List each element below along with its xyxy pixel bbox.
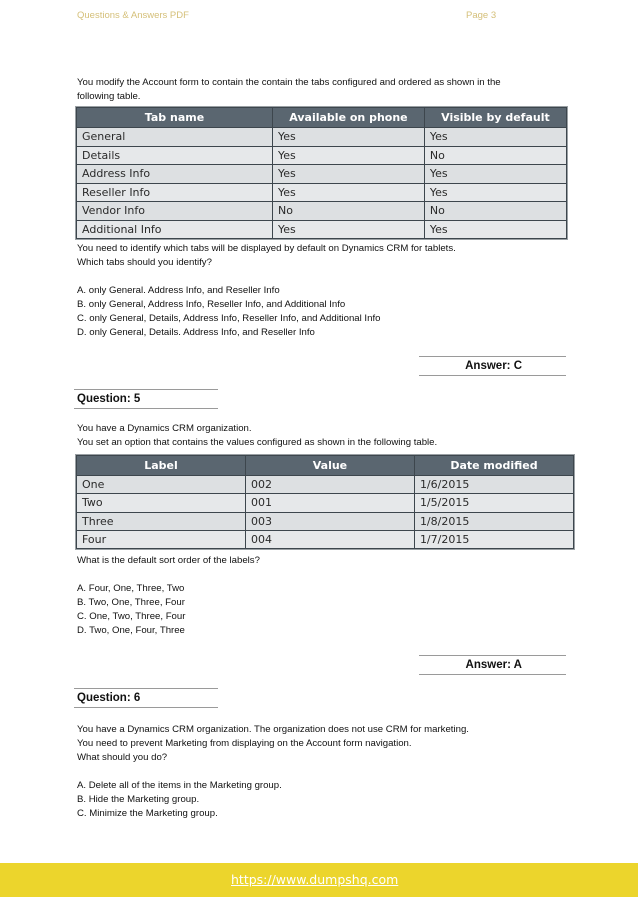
table-cell: 001 — [245, 494, 414, 512]
q4-intro-line-2: following table. — [77, 91, 141, 102]
table-cell: Yes — [273, 183, 425, 202]
q4-answer: Answer: C — [465, 360, 522, 372]
q6-header — [74, 688, 218, 708]
q5-option-b: B. Two, One, Three, Four — [77, 597, 185, 608]
table-header: Available on phone — [273, 108, 425, 128]
q5-intro-line-2: You set an option that contains the values configured as shown in the following table. — [77, 437, 438, 448]
q4-answer-box — [419, 356, 566, 376]
table-row — [77, 128, 567, 147]
table-row — [77, 202, 567, 221]
table-cell: Two — [77, 494, 246, 512]
table-row — [77, 165, 567, 184]
header-page-number: Page 3 — [466, 10, 497, 21]
q4-question-line-1: You need to identify which tabs will be displayed by default on Dynamics CRM for tablets. — [77, 243, 456, 254]
table-cell: General — [77, 128, 273, 147]
table-row — [77, 512, 574, 530]
q5-option-d: D. Two, One, Four, Three — [77, 625, 185, 636]
table-cell: Vendor Info — [77, 202, 273, 221]
table-cell: Yes — [424, 165, 566, 184]
table-header: Tab name — [77, 108, 273, 128]
q5-header — [74, 389, 218, 409]
q4-option-d: D. only General, Details. Address Info, and Reseller Info — [77, 327, 315, 338]
table-cell: 1/8/2015 — [414, 512, 573, 530]
q5-option-a: A. Four, One, Three, Two — [77, 583, 185, 594]
table-cell: No — [424, 146, 566, 165]
q6-intro-line-1: You have a Dynamics CRM organization. The organization does not use CRM for marketing. — [77, 724, 469, 735]
q4-intro-line-1: You modify the Account form to contain the contain the tabs configured and ordered as shown in the — [77, 77, 501, 88]
q6-option-a: A. Delete all of the items in the Marketing group. — [77, 780, 282, 791]
footer-link[interactable]: https://www.dumpshq.com — [231, 872, 399, 887]
q6-title: Question: 6 — [77, 692, 141, 704]
table-cell: Three — [77, 512, 246, 530]
table-header: Date modified — [414, 456, 573, 476]
table-header: Visible by default — [424, 108, 566, 128]
table-row — [77, 146, 567, 165]
table-cell: Yes — [273, 165, 425, 184]
table-cell: Details — [77, 146, 273, 165]
q6-intro-line-2: You need to prevent Marketing from displaying on the Account form navigation. — [77, 738, 412, 749]
q5-intro-line-1: You have a Dynamics CRM organization. — [77, 423, 252, 434]
table-row — [77, 220, 567, 239]
q4-tabs-table — [75, 106, 568, 240]
table-cell: One — [77, 476, 246, 494]
table-row — [77, 476, 574, 494]
table-cell: Additional Info — [77, 220, 273, 239]
table-cell: No — [424, 202, 566, 221]
table-cell: 1/6/2015 — [414, 476, 573, 494]
table-cell: Yes — [424, 128, 566, 147]
header-title: Questions & Answers PDF — [77, 10, 189, 21]
q4-question-line-2: Which tabs should you identify? — [77, 257, 212, 268]
table-row — [77, 183, 567, 202]
table-cell: 003 — [245, 512, 414, 530]
table-cell: 004 — [245, 530, 414, 548]
q6-option-c: C. Minimize the Marketing group. — [77, 808, 218, 819]
table-cell: 1/5/2015 — [414, 494, 573, 512]
table-row — [77, 494, 574, 512]
table-cell: Yes — [273, 146, 425, 165]
footer-bar — [0, 863, 638, 897]
table-cell: Four — [77, 530, 246, 548]
table-cell: 1/7/2015 — [414, 530, 573, 548]
q5-answer-box — [419, 655, 566, 675]
q5-title: Question: 5 — [77, 393, 141, 405]
table-cell: Yes — [273, 128, 425, 147]
q5-option-table — [75, 454, 575, 550]
table-cell: 002 — [245, 476, 414, 494]
q4-option-c: C. only General, Details, Address Info, Reseller Info, and Additional Info — [77, 313, 381, 324]
q6-option-b: B. Hide the Marketing group. — [77, 794, 200, 805]
table-header: Label — [77, 456, 246, 476]
table-cell: Yes — [273, 220, 425, 239]
table-cell: Address Info — [77, 165, 273, 184]
table-cell: Yes — [424, 183, 566, 202]
q6-intro-line-3: What should you do? — [77, 752, 168, 763]
table-cell: Reseller Info — [77, 183, 273, 202]
q5-question: What is the default sort order of the labels? — [77, 555, 260, 566]
q5-answer: Answer: A — [465, 659, 522, 671]
table-cell: No — [273, 202, 425, 221]
table-row — [77, 530, 574, 548]
table-header: Value — [245, 456, 414, 476]
q4-option-a: A. only General. Address Info, and Reseller Info — [77, 285, 280, 296]
q5-option-c: C. One, Two, Three, Four — [77, 611, 186, 622]
table-cell: Yes — [424, 220, 566, 239]
q4-option-b: B. only General, Address Info, Reseller Info, and Additional Info — [77, 299, 346, 310]
